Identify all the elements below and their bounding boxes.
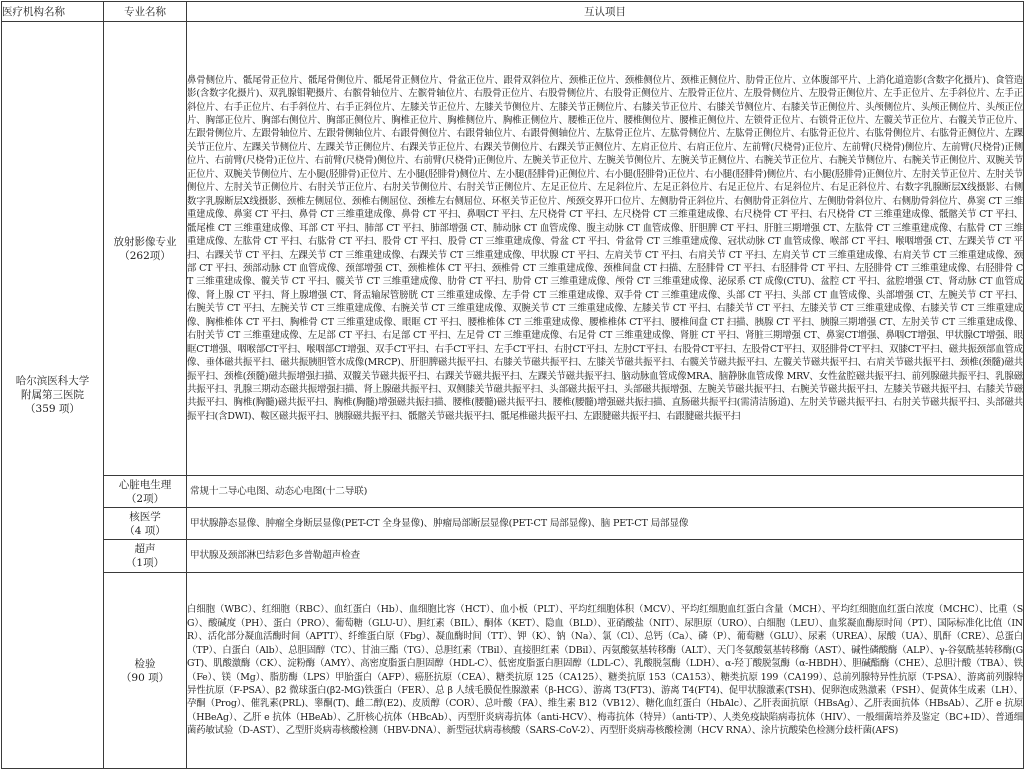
org-name-cell bbox=[2, 22, 104, 769]
specialty-count: （1项） bbox=[125, 557, 165, 569]
specialty-name: 超声 bbox=[134, 543, 156, 555]
items-cell-radiology: 鼻骨侧位片、骶尾骨正位片、骶尾骨侧位片、骶尾骨正侧位片、骨盆正位片、跟骨双斜位片、颈椎正位片、颈椎侧位片、颈椎正侧位片、肋骨正位片、立体腹部平片、上消化道造影(含数字化摄片)、食管造影(含数字化摄片)、双乳腺钼靶摄片、右髌骨轴位片、左髌骨轴位片、右股骨正位片、右股骨侧位片、右股骨正侧位片、左股骨正位片、左股骨侧位片、左股骨正侧位片、左手正位片、左手斜位片、左手正斜位片、右手正位片、右手斜位片、右手正斜位片、左膝关节正位片、左膝关节侧位片、左膝关节正侧位片、右膝关节正位片、右膝关节侧位片、右膝关节正侧位片、头颅侧位片、头颅正侧位片、头颅正位片、胸部正位片、胸部右侧位片、胸部正侧位片、胸椎正位片、胸椎侧位片、胸椎正侧位片、腰椎正位片、腰椎侧位片、腰椎正侧位片、左锁骨正位片、右锁骨正位片、左髋关节正位片、右髋关节正位片、左跟骨侧位片、左跟骨轴位片、左跟骨侧轴位片、右跟骨侧位片、右跟骨轴位片、右跟骨侧轴位片、左肱骨正位片、左肱骨侧位片、左肱骨正侧位片、右肱骨正位片、右肱骨侧位片、右肱骨正侧位片、左踝关节正位片、左踝关节侧位片、左踝关节正侧位片、右踝关节正位片、右踝关节侧位片、右踝关节正侧位片、左肩正位片、右肩正位片、左前臂(尺桡骨)正位片、左前臂(尺桡骨)侧位片、左前臂(尺桡骨)正侧位片、右前臂(尺桡骨)正位片、右前臂(尺桡骨)侧位片、右前臂(尺桡骨)正侧位片、左腕关节正位片、左腕关节侧位片、左腕关节正侧位片、右腕关节正位片、右腕关节侧位片、右腕关节正侧位片、双腕关节正位片、双腕关节侧位片、左小腿(胫腓骨)正位片、左小腿(胫腓骨)侧位片、左小腿(胫腓骨)正侧位片、右小腿(胫腓骨)正位片、右小腿(胫腓骨)侧位片、右小腿(胫腓骨)正侧位片、左肘关节正位片、左肘关节侧位片、左肘关节正侧位片、右肘关节正位片、右肘关节侧位片、右肘关节正侧位片、左足正位片、左足斜位片、左足正斜位片、右足正位片、右足斜位片、右足正斜位片、右数字乳腺断层X线摄影、右侧数字乳腺断层X线摄影、颈椎左侧屈位、颈椎右侧屈位、颈椎左右侧屈位、环枢关节正位片、颅颈交界开口位片、左侧肋骨正斜位片、右侧肋骨正斜位片、左侧肋骨斜位片、右侧肋骨斜位片、鼻窦 CT 三维重建成像、鼻窦 CT 平扫、鼻骨 CT 三维重建成像、鼻骨 CT 平扫、鼻咽CT 平扫、左尺桡骨 CT 平扫、左尺桡骨 CT 三维重建成像、右尺桡骨 CT 平扫、右尺桡骨 CT 三维重建成像、骶髂关节 CT 平扫、骶尾椎 CT 三维重建成像、耳部 CT 平扫、肺部 CT 平扫、肺部增强 CT、肺动脉 CT 血管成像、腹主动脉 CT 血管成像、肝胆脾 CT 平扫、肝脏三期增强 CT、左肱骨 CT 三维重建成像、右肱骨 CT 三维重建成像、左肱骨 CT 平扫、右肱骨 CT 平扫、股骨 CT 平扫、股骨 CT 三维重建成像、骨盆 CT 平扫、骨盆骨 CT 三维重建成像、冠状动脉 CT 血管成像、喉部 CT 平扫、喉咽增强 CT、左踝关节 CT 平扫、右踝关节 CT 平扫、左踝关节 CT 三维重建成像、右踝关节 CT 三维重建成像、甲状腺 CT 平扫、左肩关节 CT 平扫、右肩关节 CT 平扫、左肩关节 CT 三维重建成像、右肩关节 CT 三维重建成像、颈部 CT 平扫、颈部动脉 CT 血管成像、颈部增强 CT、颈椎椎体 CT 平扫、颈椎骨 CT 三维重建成像、颈椎间盘 CT 扫描、左胫腓骨 CT 平扫、右胫腓骨 CT 平扫、左胫腓骨 CT 三维重建成像、右胫腓骨 CT 三维重建成像、髋关节 CT 平扫、髋关节 CT 三维重建成像、肋骨 CT 平扫、肋骨 CT 三维重建成像、颅骨 CT 三维重建成像、泌尿系 CT 成像(CTU)、盆腔 CT 平扫、盆腔增强 CT、肾动脉 CT 血管成像、肾上腺 CT 平扫、肾上腺增强 CT、肾盂输尿管膀胱 CT 三维重建成像、左手骨 CT 三维重建成像、双手骨 CT 三维重建成像、头部 CT 平扫、头部 CT 血管成像、头部增强 CT、左腕关节 CT 平扫、右腕关节 CT 平扫、左腕关节 CT 三维重建成像、右腕关节 CT 三维重建成像、双腕关节 CT 三维重建成像、左膝关节 CT 平扫、右膝关节 CT 平扫、左膝关节 CT 三维重建成像、右膝关节 CT 三维重建成像、胸椎椎体 CT 平扫、胸椎骨 CT 三维重建成像、眼眶 CT 平扫、腰椎椎体 CT 三维重建成像、腰椎椎体 CT平扫、腰椎间盘 CT 扫描、胰腺 CT 平扫、胰腺三期增强 CT、左肘关节 CT 三维重建成像、右肘关节 CT 三维重建成像、左足部 CT 平扫、右足部 CT 平扫、左足骨 CT 三维重建成像、右足骨 CT 三维重建成像、肾脏 CT 平扫、肾脏三期增强 CT、鼻窦CT增强、鼻咽CT增强、甲状腺CT增强、眼眶CT增强、咽喉部CT平扫、喉咽部CT增强、双手CT平扫、右手CT平扫、左手CT平扫、右肘CT平扫、左肘CT平扫、右股骨CT平扫、左股骨CT平扫、双胫腓骨CT平扫、双膝CT平扫、磁共振颈部血管成像、垂体磁共振平扫、磁共振胰胆管水成像(MRCP)、肝胆脾磁共振平扫、右膝关节磁共振平扫、左膝关节磁共振平扫、右髋关节磁共振平扫、左髋关节磁共振平扫、右肩关节磁共振平扫、颈椎(颈髓)磁共振平扫、颈椎(颈髓)磁共振增强扫描、双髋关节磁共振平扫、右踝关节磁共振平扫、左踝关节磁共振平扫、脑动脉血管成像MRA、脑静脉血管成像 MRV、女性盆腔磁共振平扫、前列腺磁共振平扫、乳腺磁共振平扫、乳腺三期动态磁共振增强扫描、肾上腺磁共振平扫、双侧膝关节磁共振平扫、头部磁共振平扫、头部磁共振增强、左腕关节磁共振平扫、右腕关节磁共振平扫、左膝关节磁共振平扫、右膝关节磁共振平扫、胸椎(胸髓)磁共振平扫、胸椎(胸髓)增强磁共振扫描、腰椎(腰髓)磁共振平扫、腰椎(腰髓)增强磁共振扫描、直肠磁共振平扫(需清洁肠道)、左肘关节磁共振平扫、右肘关节磁共振平扫、头部磁共振平扫(含DWI)、鞍区磁共振平扫、胰腺磁共振平扫、骶髂关节磁共振平扫、骶尾椎磁共振平扫、左跟腱磁共振平扫、右跟腱磁共振平扫 bbox=[187, 22, 1024, 476]
org-name-line1: 哈尔滨医科大学 bbox=[15, 375, 90, 387]
items-cell-ultrasound: 甲状腺及颈部淋巴结彩色多普勒超声检查 bbox=[187, 540, 1024, 573]
header-specialty: 专业名称 bbox=[104, 2, 187, 22]
specialty-count: （90 项） bbox=[120, 671, 170, 684]
specialty-count: （4 项） bbox=[124, 524, 166, 537]
specialty-cell-radiology bbox=[104, 22, 187, 476]
items-cell-nuclear-medicine: 甲状腺静态显像、肿瘤全身断层显像(PET-CT 全身显像)、肿瘤局部断层显像(PET-CT 局部显像)、脑 PET-CT 局部显像 bbox=[187, 508, 1024, 540]
specialty-name: 核医学 bbox=[129, 510, 161, 523]
header-row bbox=[2, 2, 1024, 22]
specialty-cell-ecg bbox=[104, 476, 187, 508]
table-row-ecg bbox=[2, 476, 1024, 508]
specialty-count: （2项） bbox=[125, 492, 165, 505]
items-cell-ecg: 常规十二导心电图、动态心电图(十二导联) bbox=[187, 476, 1024, 508]
table-row-ultrasound bbox=[2, 540, 1024, 573]
header-recognized-items: 互认项目 bbox=[187, 2, 1024, 22]
table-row-radiology bbox=[2, 22, 1024, 476]
table-row-nuclear-medicine bbox=[2, 508, 1024, 540]
header-org-name: 医疗机构名称 bbox=[2, 2, 104, 22]
specialty-name: 放射影像专业 bbox=[113, 235, 177, 248]
specialty-name: 检验 bbox=[134, 657, 156, 670]
org-item-count: （359 项） bbox=[25, 403, 80, 415]
specialty-cell-ultrasound bbox=[104, 540, 187, 573]
specialty-cell-laboratory bbox=[104, 573, 187, 769]
specialty-cell-nuclear-medicine bbox=[104, 508, 187, 540]
specialty-name: 心脏电生理 bbox=[118, 478, 172, 491]
recognition-table bbox=[1, 1, 1024, 769]
items-cell-laboratory: 白细胞（WBC）、红细胞（RBC）、血红蛋白（Hb）、血细胞比容（HCT）、血小板（PLT）、平均红细胞体积（MCV）、平均红细胞血红蛋白含量（MCH）、平均红细胞血红蛋白浓度（MCHC）、比重（SG）、酸碱度（PH）、蛋白（PRO）、葡萄糖（GLU-U）、胆红素（BIL）、酮体（KET）、隐血（BLD）、亚硝酸盐（NIT）、尿胆原（URO）、白细胞（LEU）、血浆凝血酶原时间（PT）、国际标准化比值（INR）、活化部分凝血活酶时间（APTT）、纤维蛋白原（Fbg）、凝血酶时间（TT）、钾（K）、钠（Na）、氯（Cl）、总钙（Ca）、磷（P）、葡萄糖（GLU）、尿素（UREA）、尿酸（UA）、肌酐（CRE）、总蛋白（TP）、白蛋白（Alb）、总胆固醇（TC）、甘油三酯（TG）、总胆红素（TBil）、直接胆红素（DBil）、丙氨酸氨基转移酶（ALT）、天门冬氨酸氨基转移酶（AST）、碱性磷酸酶（ALP）、γ-谷氨酰基转移酶(GGT)、肌酸激酶（CK）、淀粉酶（AMY）、高密度脂蛋白胆固醇（HDL-C）、低密度脂蛋白胆固醇（LDL-C）、乳酸脱氢酶（LDH）、α-羟丁酸脱氢酶（α-HBDH）、胆碱酯酶（CHE）、总胆汁酸（TBA）、铁（Fe）、镁（Mg）、脂肪酶（LPS）甲胎蛋白（AFP）、癌胚抗原（CEA）、糖类抗原 125（CA125）、糖类抗原 153（CA153）、糖类抗原 199（CA199）、总前列腺特异性抗原（T-PSA）、游离前列腺特异性抗原（F-PSA）、β2 微球蛋白(β2-MG)铁蛋白（FER）、总 β 人绒毛膜促性腺激素（β-HCG）、游离 T3(FT3)、游离 T4(FT4)、促甲状腺激素(TSH)、促卵泡成熟激素（FSH）、促黄体生成素（LH）、孕酮（Prog）、催乳素(PRL)、睾酮(T)、雌二醇(E2)、皮质醇（COR）、总叶酸（FA）、维生素 B12（VB12）、糖化血红蛋白（HbAlc）、乙肝表面抗原（HBsAg）、乙肝表面抗体（HBsAb）、乙肝 e 抗原（HBeAg）、乙肝 e 抗体（HBeAb）、乙肝核心抗体（HBcAb）、丙型肝炎病毒抗体（anti-HCV）、梅毒抗体（特异）（anti-TP）、人类免疫缺陷病毒抗体（HIV）、一般细菌培养及鉴定（BC+ID）、普通细菌药敏试验（D-AST）、乙型肝炎病毒核酸检测（HBV-DNA）、新型冠状病毒核酸（SARS-CoV-2）、丙型肝炎病毒核酸检测（HCV RNA）、涂片抗酸染色检测分歧杆菌(AFS) bbox=[187, 573, 1024, 769]
specialty-count: （262项） bbox=[119, 249, 171, 262]
org-name-line2: 附属第三医院 bbox=[21, 389, 84, 401]
table-row-laboratory bbox=[2, 573, 1024, 769]
